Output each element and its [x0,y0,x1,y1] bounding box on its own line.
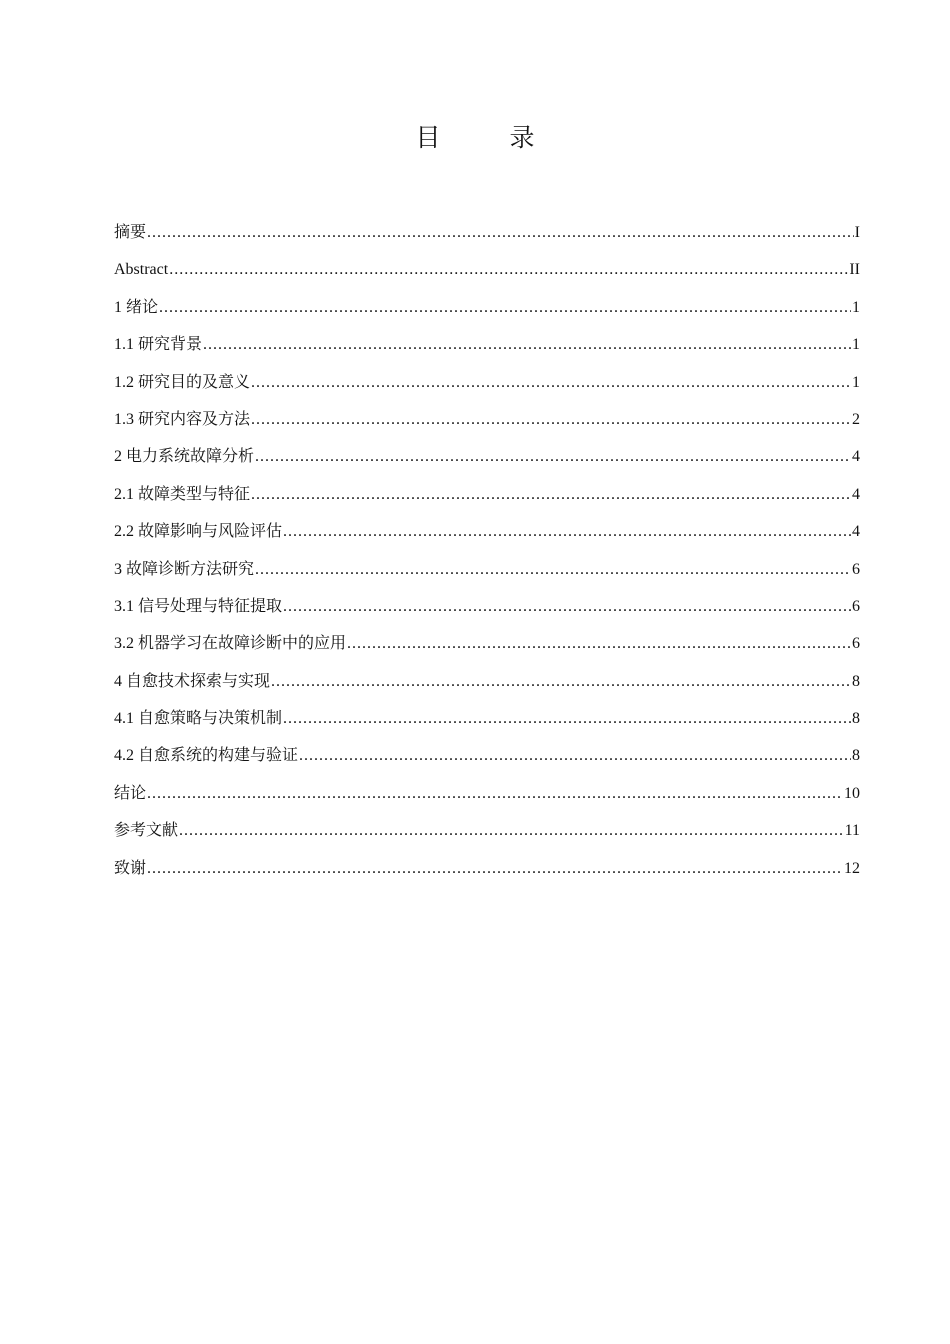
toc-entry-page: 1 [852,373,860,391]
toc-dot-leader [147,850,843,887]
toc-dot-leader [147,214,854,251]
toc-entry[interactable] [114,289,860,326]
toc-entry[interactable] [114,364,860,401]
toc-entry[interactable] [114,214,860,251]
toc-dot-leader [203,326,851,363]
toc-entry-label: 结论 [114,784,147,802]
toc-entry[interactable] [114,737,860,774]
toc-dot-leader [255,551,851,588]
toc-dot-leader [159,289,851,326]
toc-entry[interactable] [114,812,860,849]
toc-entry-label: 参考文献 [114,822,179,840]
toc-dot-leader [347,625,851,662]
toc-entry-label: 致谢 [114,859,147,877]
toc-entry-label: 1.1 研究背景 [114,336,203,354]
toc-entry-page: 11 [844,822,860,840]
toc-entry[interactable] [114,476,860,513]
toc-entry-label: 2.1 故障类型与特征 [114,485,251,503]
toc-entry-page: 8 [852,672,860,690]
toc-entry-label: 3.2 机器学习在故障诊断中的应用 [114,635,347,653]
toc-entry[interactable] [114,588,860,625]
toc-entry-label: 4.1 自愈策略与决策机制 [114,710,283,728]
toc-entry[interactable] [114,551,860,588]
toc-entry-label: 1.2 研究目的及意义 [114,373,251,391]
toc-entry-label: 1 绪论 [114,298,159,316]
toc-entry-page: 4 [852,485,860,503]
toc-entry-page: 6 [852,560,860,578]
toc-dot-leader [255,438,851,475]
toc-entry-label: 4.2 自愈系统的构建与验证 [114,747,299,765]
toc-entry-page: 4 [852,523,860,541]
toc-entry-label: 1.3 研究内容及方法 [114,410,251,428]
toc-entry[interactable] [114,401,860,438]
toc-entry-page: 2 [852,410,860,428]
toc-entry-label: 4 自愈技术探索与实现 [114,672,271,690]
toc-entry-label: 2 电力系统故障分析 [114,448,255,466]
toc-dot-leader [251,401,851,438]
toc-entry-page: II [849,261,860,279]
toc-dot-leader [299,737,851,774]
toc-dot-leader [283,513,851,550]
toc-dot-leader [283,588,851,625]
toc-entry[interactable] [114,775,860,812]
toc-entry-page: 10 [844,784,860,802]
toc-dot-leader [169,251,848,288]
page-title: 目 录 [415,123,557,152]
toc-entry[interactable] [114,850,860,887]
toc-entry[interactable] [114,326,860,363]
toc-entry-label: 3 故障诊断方法研究 [114,560,255,578]
toc-entry[interactable] [114,625,860,662]
toc-entry-page: 1 [852,298,860,316]
toc-entry-page: 4 [852,448,860,466]
toc-entry-label: 3.1 信号处理与特征提取 [114,597,283,615]
toc-entry[interactable] [114,513,860,550]
table-of-contents [114,214,860,887]
toc-entry-page: 8 [852,710,860,728]
toc-entry-label: 摘要 [114,224,147,241]
toc-dot-leader [271,663,851,700]
toc-entry-page: 6 [852,635,860,653]
toc-dot-leader [251,476,851,513]
toc-entry[interactable] [114,663,860,700]
toc-entry-page: I [854,224,860,241]
toc-entry-page: 1 [852,336,860,354]
toc-entry[interactable] [114,700,860,737]
toc-entry[interactable] [114,438,860,475]
toc-entry-page: 6 [852,597,860,615]
toc-entry-page: 8 [852,747,860,765]
toc-entry-label: 2.2 故障影响与风险评估 [114,523,283,541]
toc-dot-leader [147,775,843,812]
toc-dot-leader [179,812,844,849]
toc-entry-label: Abstract [114,261,169,279]
toc-entry[interactable] [114,251,860,288]
toc-dot-leader [251,364,851,401]
toc-entry-page: 12 [844,859,860,877]
toc-dot-leader [283,700,851,737]
